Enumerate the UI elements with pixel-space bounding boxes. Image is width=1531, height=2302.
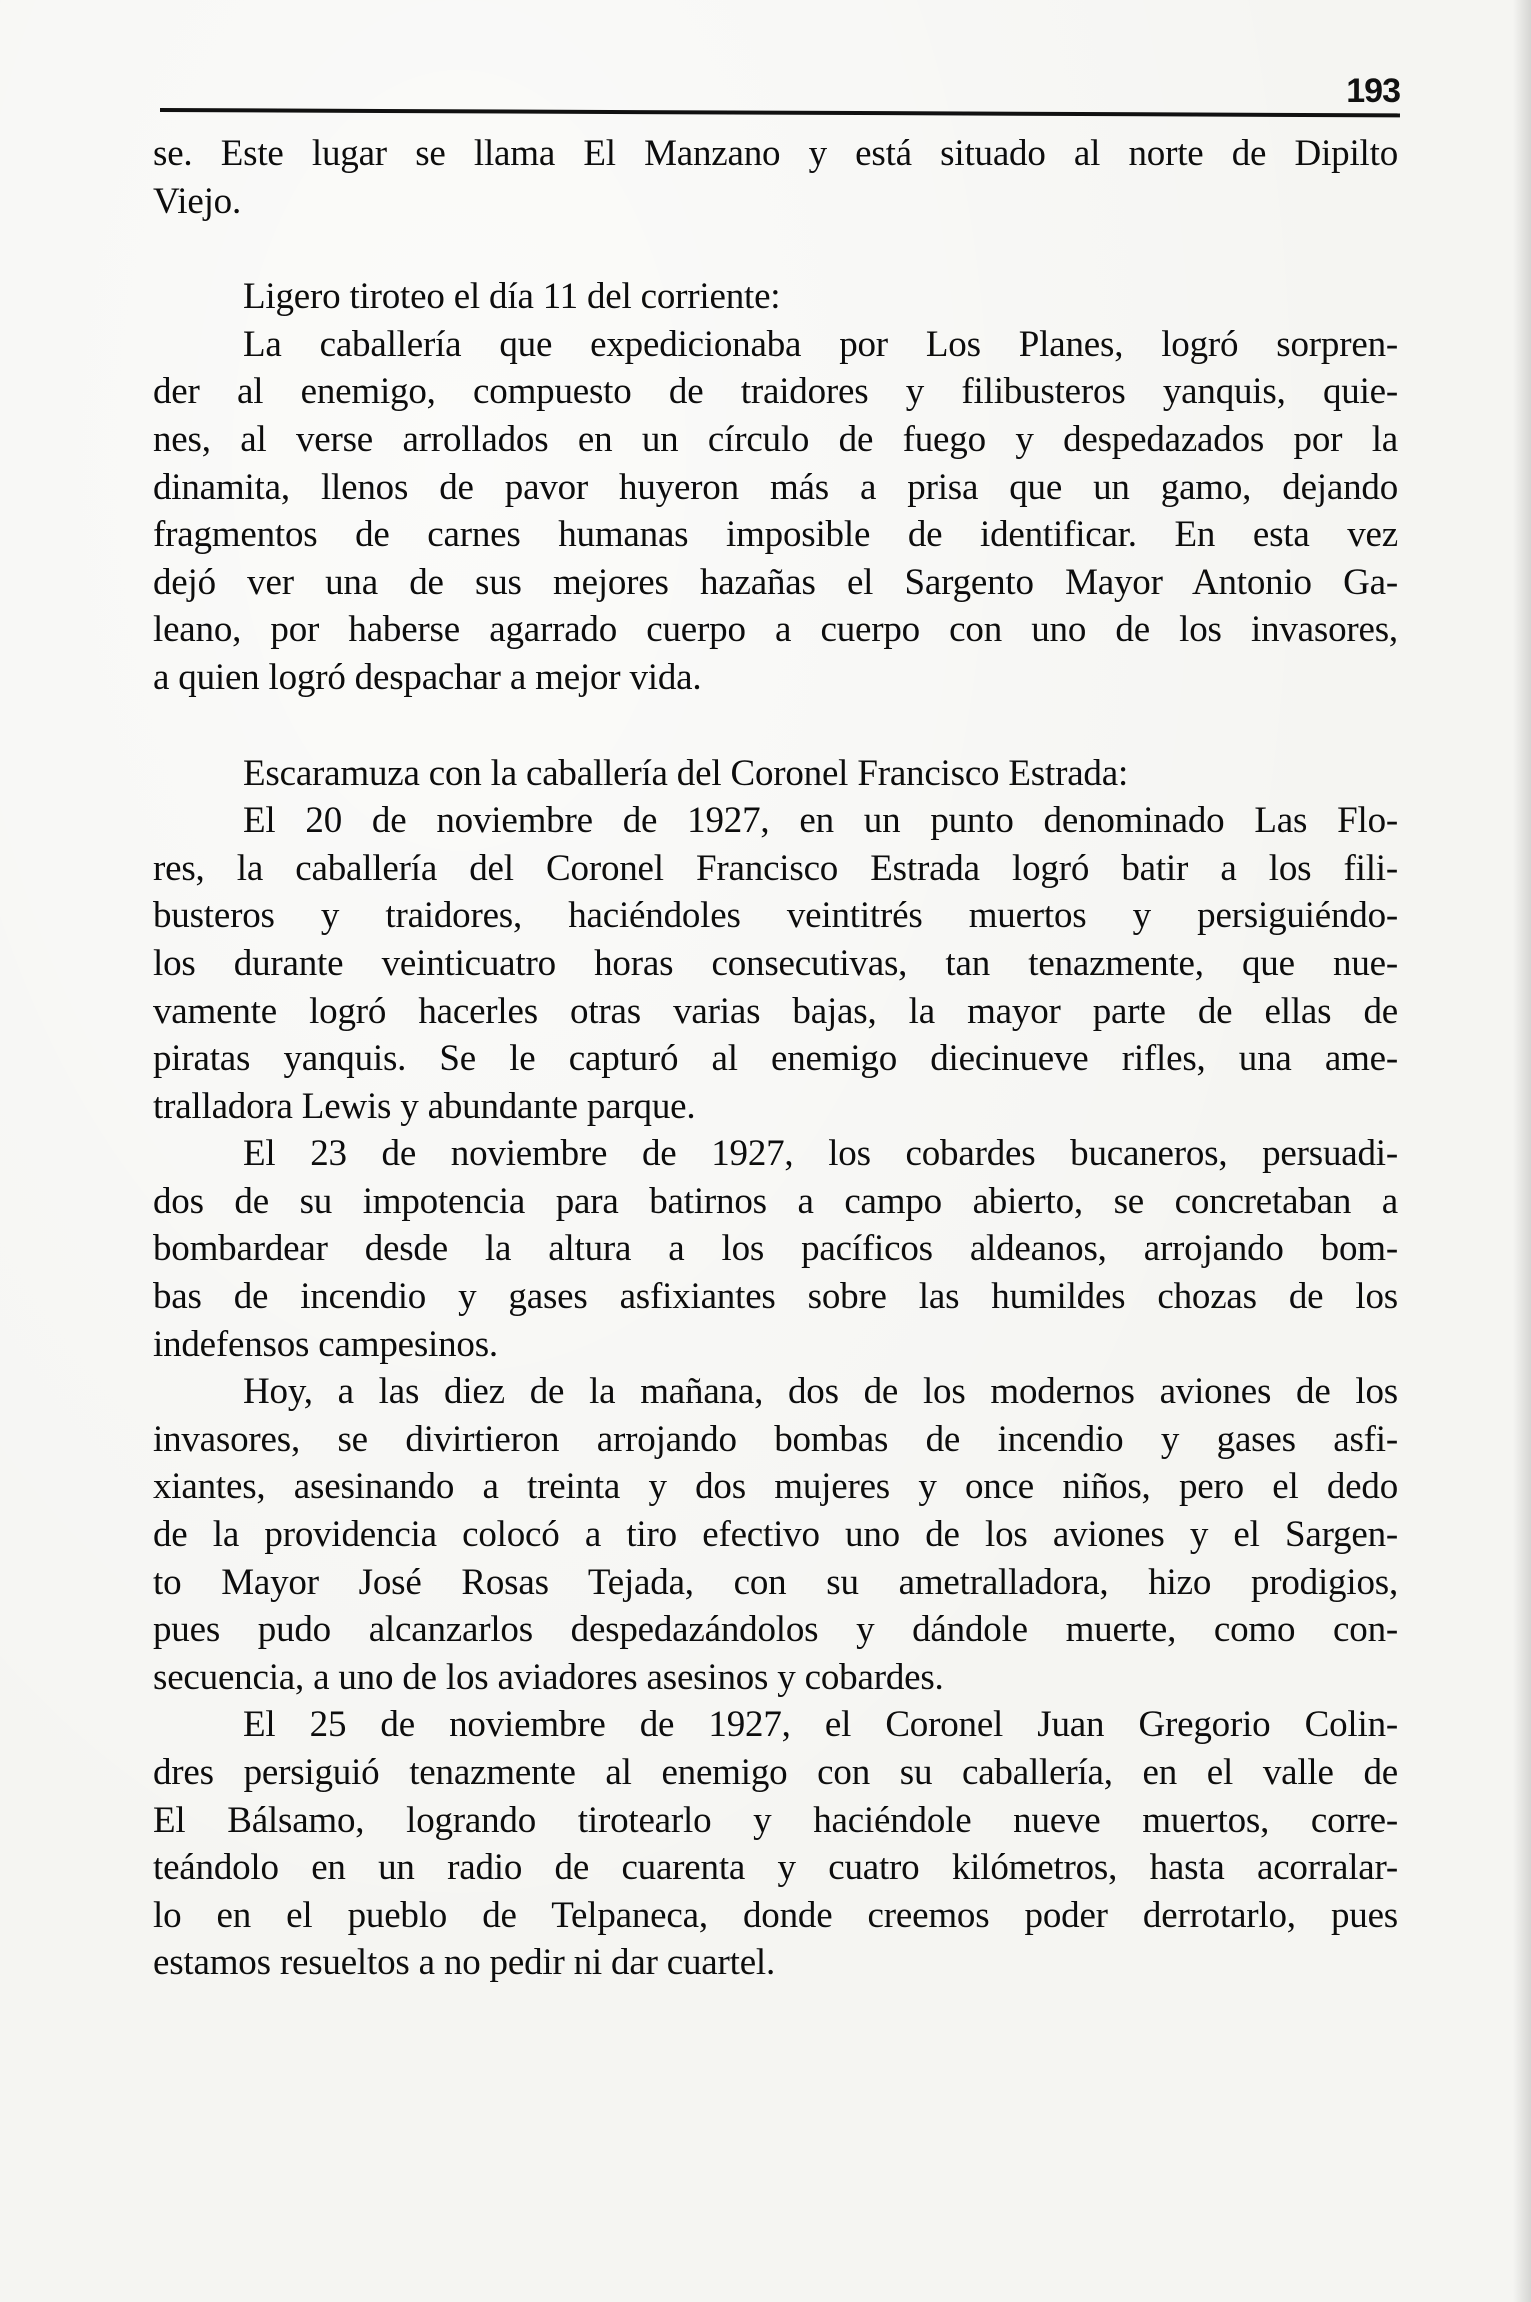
page-edge-shadow [1513,0,1531,2302]
text-line: los durante veinticuatro horas consecutivas, tan tenazmente, que nue- [153,942,1398,984]
text-line: indefensos campesinos. [153,1323,498,1365]
text-line: vamente logró hacerles otras varias bajas, la mayor parte de ellas de [153,990,1398,1032]
text-line: lo en el pueblo de Telpaneca, donde creemos poder derrotarlo, pues [153,1894,1398,1936]
text-line: bombardear desde la altura a los pacíficos aldeanos, arrojando bom- [153,1228,1398,1270]
text-line: pues pudo alcanzarlos despedazándolos y dándole muerte, como con- [153,1609,1398,1651]
text-line: invasores, se divirtieron arrojando bombas de incendio y gases asfi- [153,1418,1398,1460]
page-number: 193 [1346,72,1400,110]
text-line: El 20 de noviembre de 1927, en un punto denominado Las Flo- [243,800,1398,842]
text-line: dinamita, llenos de pavor huyeron más a prisa que un gamo, dejando [153,466,1398,508]
paragraph [153,321,1398,702]
paragraph [153,273,1398,321]
text-line: piratas yanquis. Se le capturó al enemigo diecinueve rifles, una ame- [153,1038,1398,1080]
text-line: El 25 de noviembre de 1927, el Coronel Juan Gregorio Colin- [243,1704,1398,1746]
text-line: nes, al verse arrollados en un círculo de fuego y despedazados por la [153,418,1398,460]
text-line: dres persiguió tenazmente al enemigo con su caballería, en el valle de [153,1752,1398,1793]
header-rule [160,108,1400,117]
text-line: Viejo. [153,180,242,222]
text-line: Escaramuza con la caballería del Coronel Francisco Estrada: [243,752,1129,794]
text-line: res, la caballería del Coronel Francisco Estrada logró batir a los fili- [153,847,1398,889]
paragraph-gap [153,702,1398,750]
text-line: dos de su impotencia para batirnos a campo abierto, se concretaban a [153,1180,1398,1222]
running-header [160,68,1400,118]
text-line: a quien logró despachar a mejor vida. [153,656,702,698]
body-text [153,130,1398,1987]
text-line: dejó ver una de sus mejores hazañas el Sargento Mayor Antonio Ga- [153,561,1398,603]
text-line: xiantes, asesinando a treinta y dos mujeres y once niños, pero el dedo [153,1466,1398,1508]
text-line: Hoy, a las diez de la mañana, dos de los modernos aviones de los [243,1371,1398,1413]
text-line: busteros y traidores, haciéndoles veintitrés muertos y persiguiéndo- [153,895,1398,937]
paragraph [153,797,1398,1130]
text-line: bas de incendio y gases asfixiantes sobre las humildes chozas de los [153,1276,1398,1318]
paragraph [153,1130,1398,1368]
text-line: der al enemigo, compuesto de traidores y filibusteros yanquis, quie- [153,371,1398,413]
text-line: El 23 de noviembre de 1927, los cobardes bucaneros, persuadi- [243,1133,1398,1175]
text-line: teándolo en un radio de cuarenta y cuatro kilómetros, hasta acorralar- [153,1847,1398,1889]
paragraph [153,750,1398,798]
paragraph [153,1701,1398,1987]
text-line: estamos resueltos a no pedir ni dar cuartel. [153,1942,776,1984]
paragraph [153,1368,1398,1701]
paragraph-gap [153,225,1398,273]
text-line: fragmentos de carnes humanas imposible de identificar. En esta vez [153,514,1398,556]
text-line: secuencia, a uno de los aviadores asesinos y cobardes. [153,1656,944,1698]
text-line: La caballería que expedicionaba por Los Planes, logró sorpren- [243,323,1398,365]
text-line: Ligero tiroteo el día 11 del corriente: [243,276,781,318]
text-line: leano, por haberse agarrado cuerpo a cuerpo con uno de los invasores, [153,609,1398,651]
text-line: se. Este lugar se llama El Manzano y está situado al norte de Dipilto [153,133,1398,174]
text-line: El Bálsamo, logrando tirotearlo y haciéndole nueve muertos, corre- [153,1799,1398,1841]
text-line: tralladora Lewis y abundante parque. [153,1085,696,1127]
paragraph [153,130,1398,225]
text-line: de la providencia colocó a tiro efectivo uno de los aviones y el Sargen- [153,1514,1398,1556]
text-line: to Mayor José Rosas Tejada, con su ametralladora, hizo prodigios, [153,1561,1398,1603]
